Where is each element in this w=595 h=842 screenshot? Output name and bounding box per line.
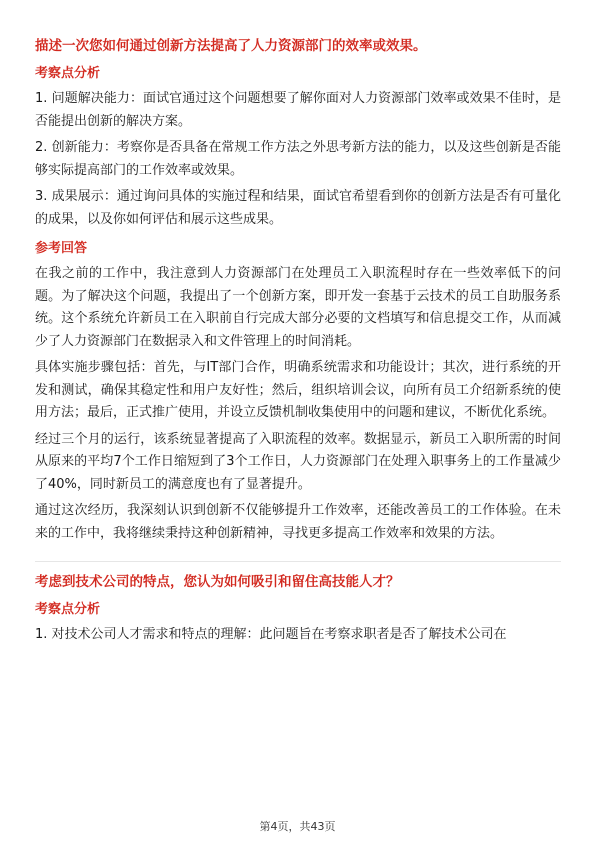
answer-heading: 参考回答 xyxy=(35,241,88,256)
answer-paragraph: 具体实施步骤包括：首先，与IT部门合作，明确系统需求和功能设计；其次，进行系统的开发和测试，确保其稳定性和用户友好性；然后，组织培训会议，向所有员工介绍新系统的使用方法；最后，正式推广使用，并设立反馈机制收集使用中的问题和建议，不断优化系统。 xyxy=(35,360,561,420)
question-title: 描述一次您如何通过创新方法提高了人力资源部门的效率或效果。 xyxy=(35,38,427,54)
question-title: 考虑到技术公司的特点，您认为如何吸引和留住高技能人才？ xyxy=(35,574,400,590)
answer-paragraph: 在我之前的工作中，我注意到人力资源部门在处理员工入职流程时存在一些效率低下的问题。为了解决这个问题，我提出了一个创新方案，即开发一套基于云技术的员工自助服务系统。这个系统允许新员工在入职前自行完成大部分必要的文档填写和信息提交工作，从而减少了人力资源部门在数据录入和文件管理上的时间消耗。 xyxy=(35,266,561,349)
question-section-1 xyxy=(35,36,561,555)
answer-paragraph: 通过这次经历，我深刻认识到创新不仅能够提升工作效率，还能改善员工的工作体验。在未来的工作中，我将继续秉持这种创新精神，寻找更多提高工作效率和效果的方法。 xyxy=(35,503,561,541)
question-section-2 xyxy=(35,572,561,657)
page-footer: 第4页，共43页 xyxy=(259,820,336,833)
analysis-point: 3. 成果展示：通过询问具体的实施过程和结果，面试官希望看到你的创新方法是否有可量化的成果，以及你如何评估和展示这些成果。 xyxy=(35,189,561,227)
analysis-point: 1. 问题解决能力：面试官通过这个问题想要了解你面对人力资源部门效率或效果不佳时，是否能提出创新的解决方案。 xyxy=(35,91,561,129)
analysis-point: 1. 对技术公司人才需求和特点的理解：此问题旨在考察求职者是否了解技术公司在 xyxy=(35,627,507,642)
analysis-heading: 考察点分析 xyxy=(35,602,101,617)
analysis-heading: 考察点分析 xyxy=(35,66,101,81)
analysis-point: 2. 创新能力：考察你是否具备在常规工作方法之外思考新方法的能力，以及这些创新是否能够实际提高部门的工作效率或效果。 xyxy=(35,140,561,178)
answer-paragraph: 经过三个月的运行，该系统显著提高了入职流程的效率。数据显示，新员工入职所需的时间从原来的平均7个工作日缩短到了3个工作日，人力资源部门在处理入职事务上的工作量减少了40%，同时新员工的满意度也有了显著提升。 xyxy=(35,431,561,492)
section-divider xyxy=(35,561,561,562)
page-content xyxy=(35,36,561,657)
